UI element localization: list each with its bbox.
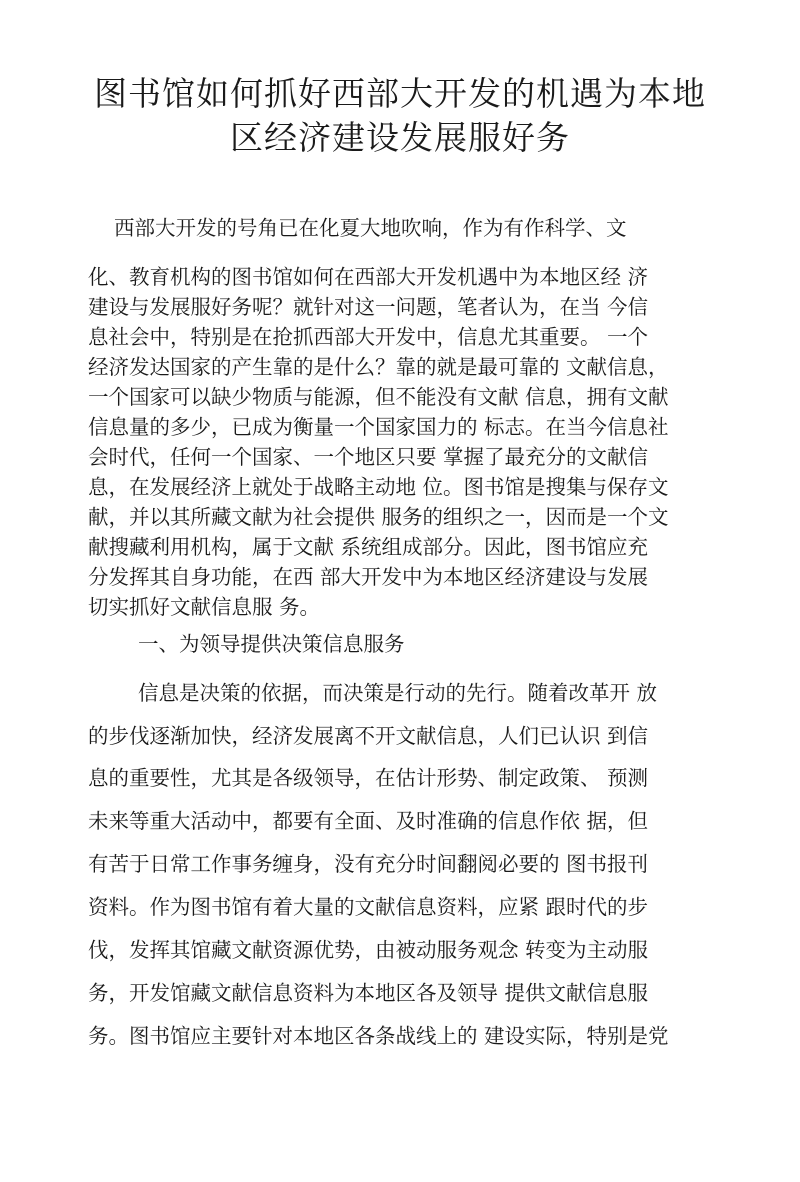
paragraph-1-line: 建设与发展服好务呢？就针对这一问题，笔者认为，在当 今信 — [88, 295, 649, 319]
paragraph-2-line: 未来等重大活动中，都要有全面、及时准确的信息作依 据，但 — [88, 809, 649, 833]
paragraph-1-line: 会时代，任何一个国家、一个地区只要 掌握了最充分的文献信 — [88, 445, 649, 469]
paragraph-2-line: 息的重要性，尤其是各级领导，在估计形势、制定政策、 预测 — [88, 766, 649, 790]
paragraph-1-line: 一个国家可以缺少物质与能源，但不能没有文献 信息，拥有文献 — [88, 385, 669, 409]
paragraph-1-line: 分发挥其自身功能，在西 部大开发中为本地区经济建设与发展 — [88, 565, 649, 589]
paragraph-1-line: 经济发达国家的产生靠的是什么？靠的就是最可靠的 文献信息， — [88, 355, 669, 379]
paragraph-1-line: 切实抓好文献信息服 务。 — [88, 595, 321, 619]
paragraph-1-line: 献，并以其所藏文献为社会提供 服务的组织之一，因而是一个文 — [88, 505, 669, 529]
paragraph-2-line: 务。图书馆应主要针对本地区各条战线上的 建设实际，特别是党 — [88, 1024, 669, 1048]
section-1-heading: 一、为领导提供决策信息服务 — [138, 632, 405, 656]
paragraph-2-line: 的步伐逐渐加快，经济发展离不开文献信息，人们已认识 到信 — [88, 724, 649, 748]
document-title-line-2: 区经济建设发展服好务 — [230, 118, 570, 157]
paragraph-2-line: 资料。作为图书馆有着大量的文献信息资料，应紧 跟时代的步 — [88, 895, 649, 919]
paragraph-2-line: 务，开发馆藏文献信息资料为本地区各及领导 提供文献信息服 — [88, 981, 649, 1005]
paragraph-1-line: 息，在发展经济上就处于战略主动地 位。图书馆是搜集与保存文 — [88, 475, 669, 499]
paragraph-1-line: 献搜藏利用机构，属于文献 系统组成部分。因此，图书馆应充 — [88, 535, 649, 559]
paragraph-2-line: 有苦于日常工作事务缠身，没有充分时间翻阅必要的 图书报刊 — [88, 852, 649, 876]
paragraph-1-first-line: 西部大开发的号角已在化夏大地吹响，作为有作科学、文 — [114, 216, 627, 240]
document-title-line-1: 图书馆如何抓好西部大开发的机遇为本地 — [94, 74, 706, 113]
paragraph-2-line: 伐，发挥其馆藏文献资源优势，由被动服务观念 转变为主动服 — [88, 938, 649, 962]
paragraph-1-line: 息社会中，特别是在抢抓西部大开发中，信息尤其重要。 一个 — [88, 325, 649, 349]
paragraph-1-line: 信息量的多少，已成为衡量一个国家国力的 标志。在当今信息社 — [88, 415, 669, 439]
paragraph-2-first-line: 信息是决策的依据，而决策是行动的先行。随着改革开 放 — [138, 681, 658, 705]
paragraph-1-line: 化、教育机构的图书馆如何在西部大开发机遇中为本地区经 济 — [88, 265, 649, 289]
